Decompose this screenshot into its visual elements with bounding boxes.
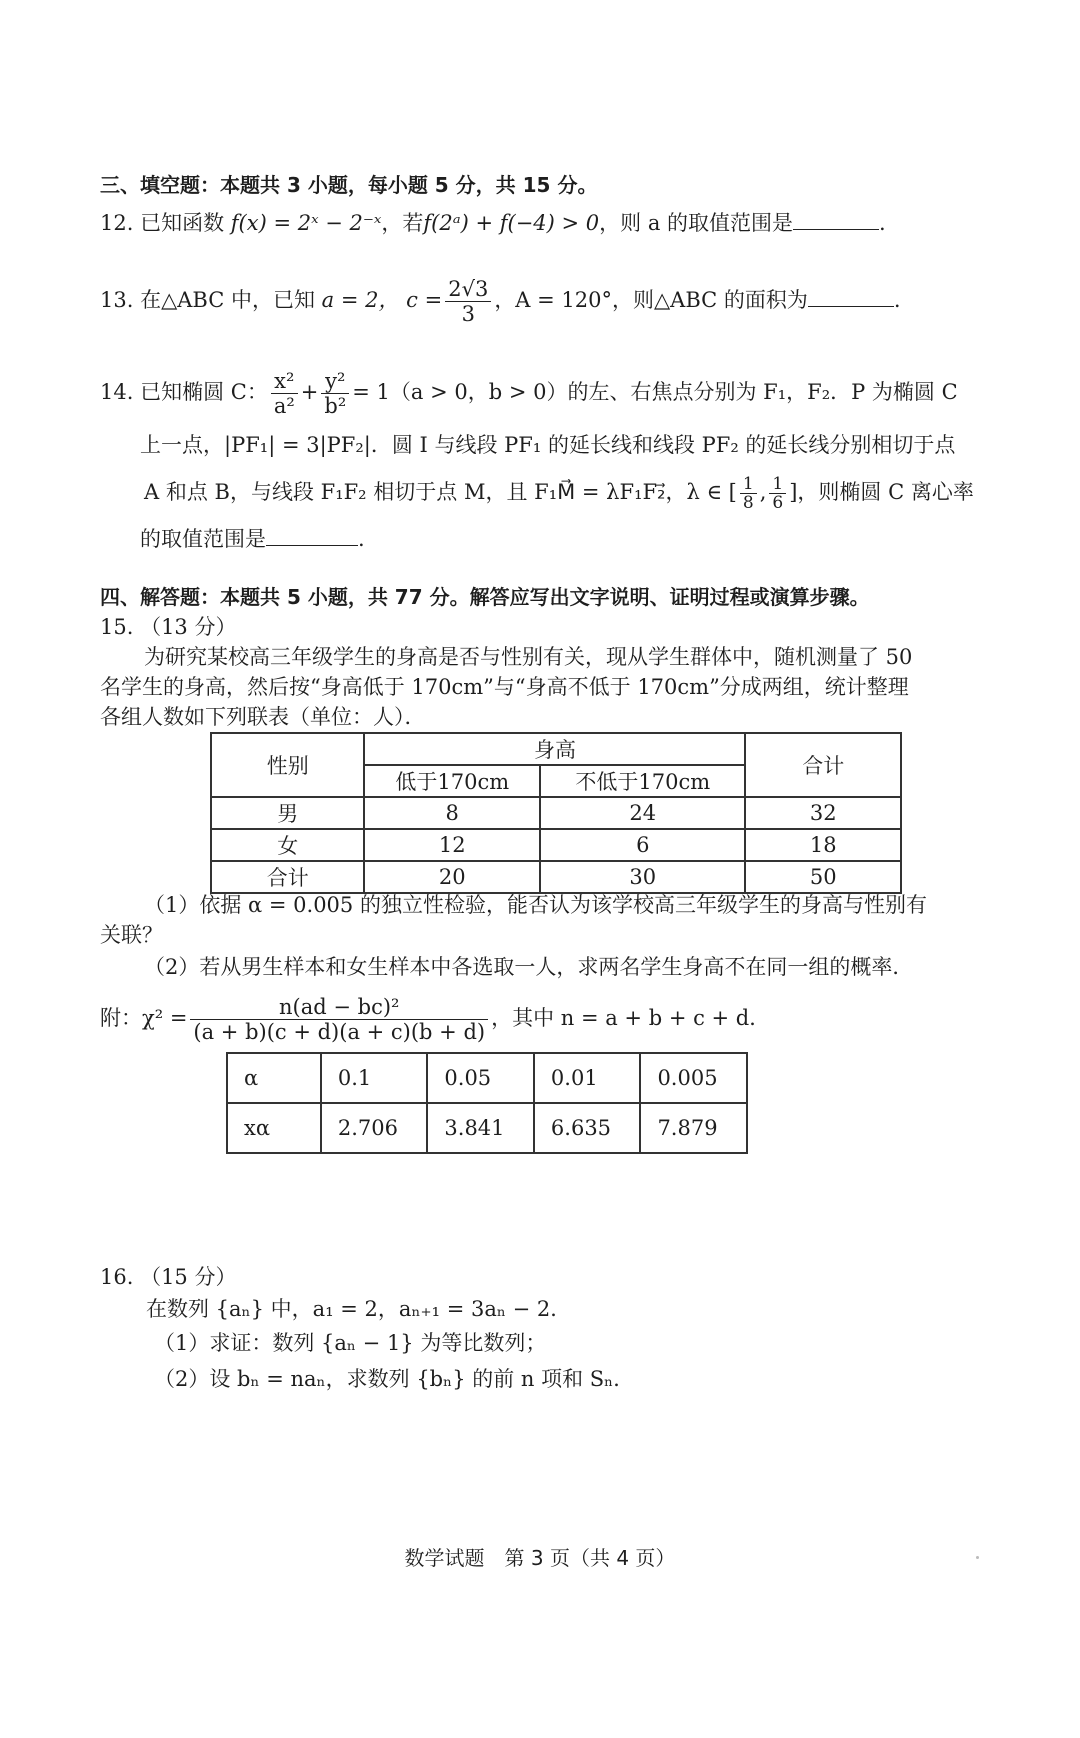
q13-prefix: 13. 在△ABC 中，已知 bbox=[100, 288, 315, 312]
table-header-not-below-170: 不低于170cm bbox=[540, 765, 745, 797]
q13-answer-blank[interactable] bbox=[808, 288, 894, 307]
question-15-paragraph-2: 名学生的身高，然后按“身高低于 170cm”与“身高不低于 170cm”分成两组，统计整理 bbox=[100, 675, 909, 699]
question-16-part-1: （1）求证：数列 {aₙ − 1} 为等比数列； bbox=[154, 1331, 547, 1355]
q14-y-fraction bbox=[321, 369, 349, 418]
q12-cond-pre: ，若 bbox=[381, 211, 424, 235]
table-row bbox=[227, 1103, 747, 1153]
table-cell: 0.1 bbox=[321, 1053, 428, 1103]
table-row bbox=[211, 797, 901, 829]
question-15-paragraph-1: 为研究某校高三年级学生的身高是否与性别有关，现从学生群体中，随机测量了 50 bbox=[144, 645, 913, 669]
q12-cond: f(2ᵃ) + f(−4) > 0 bbox=[423, 211, 600, 235]
section-4-heading: 四、解答题：本题共 5 小题，共 77 分。解答应写出文字说明、证明过程或演算步骤。 bbox=[100, 585, 870, 609]
table-cell: 12 bbox=[364, 829, 540, 861]
question-15-part-1-b: 关联？ bbox=[100, 923, 163, 947]
table-cell: 女 bbox=[211, 829, 364, 861]
q12-end: . bbox=[879, 211, 886, 235]
q14-lambda-low-num: 1 bbox=[740, 475, 757, 494]
question-14-line-2: 上一点，|PF₁| = 3|PF₂|．圆 I 与线段 PF₁ 的延长线和线段 PF₂ 的延长线分别相切于点 bbox=[140, 433, 956, 457]
q14-x-denominator: a² bbox=[273, 394, 295, 418]
table-cell: 3.841 bbox=[427, 1103, 534, 1153]
question-15-paragraph-3: 各组人数如下列联表（单位：人）． bbox=[100, 705, 426, 729]
question-16-part-2: （2）设 bₙ = naₙ，求数列 {bₙ} 的前 n 项和 Sₙ． bbox=[154, 1367, 635, 1391]
table-cell: 32 bbox=[745, 797, 901, 829]
question-13 bbox=[100, 276, 901, 326]
table-row bbox=[227, 1053, 747, 1103]
contingency-table bbox=[210, 732, 902, 894]
table-cell: 0.05 bbox=[427, 1053, 534, 1103]
chi-square-formula bbox=[190, 995, 488, 1044]
table-cell: 6 bbox=[540, 829, 745, 861]
table-cell: 24 bbox=[540, 797, 745, 829]
q14-x-numerator: x² bbox=[271, 369, 298, 394]
q14-line-1-rest: = 1（a > 0，b > 0）的左、右焦点分别为 F₁，F₂．P 为椭圆 C bbox=[352, 380, 958, 404]
section-3-heading: 三、填空题：本题共 3 小题，每小题 5 分，共 15 分。 bbox=[100, 173, 598, 197]
table-header-gender: 性别 bbox=[211, 733, 364, 797]
q14-line-3-pre: A 和点 B，与线段 F₁F₂ 相切于点 M，且 F₁M⃗ = λF₁F₂⃗，λ ∈ [ bbox=[144, 480, 737, 504]
q14-answer-blank[interactable] bbox=[266, 527, 358, 546]
question-15-part-2: （2）若从男生样本和女生样本中各选取一人，求两名学生身高不在同一组的概率． bbox=[144, 955, 914, 979]
q13-c-lhs: c = bbox=[406, 288, 443, 312]
q14-lambda-high-den: 6 bbox=[772, 493, 784, 513]
q13-c-denominator: 3 bbox=[461, 302, 475, 326]
q14-plus: + bbox=[300, 380, 319, 404]
table-cell: 8 bbox=[364, 797, 540, 829]
q14-end: . bbox=[358, 527, 365, 551]
table-row bbox=[211, 829, 901, 861]
critical-value-table bbox=[226, 1052, 748, 1154]
q14-lambda-low bbox=[740, 475, 757, 512]
q14-lambda-high-num: 1 bbox=[769, 475, 786, 494]
question-14-line-3 bbox=[144, 468, 974, 516]
table-cell: 6.635 bbox=[534, 1103, 641, 1153]
q14-comma: , bbox=[759, 480, 767, 504]
q12-answer-blank[interactable] bbox=[793, 211, 879, 230]
q14-y-denominator: b² bbox=[324, 394, 347, 418]
q14-line-3-post: ]，则椭圆 C 离心率 bbox=[789, 480, 974, 504]
question-12 bbox=[100, 208, 886, 238]
table-cell: 合计 bbox=[211, 861, 364, 893]
table-cell: xα bbox=[227, 1103, 321, 1153]
question-15-title: 15. （13 分） bbox=[100, 615, 237, 639]
table-cell: 2.706 bbox=[321, 1103, 428, 1153]
table-row bbox=[211, 861, 901, 893]
table-cell: 50 bbox=[745, 861, 901, 893]
scan-speck bbox=[976, 1556, 979, 1559]
chi-square-denominator: (a + b)(c + d)(a + c)(b + d) bbox=[193, 1020, 486, 1044]
q13-end: . bbox=[893, 288, 901, 312]
q14-x-fraction bbox=[271, 369, 298, 418]
page-footer: 数学试题 第 3 页（共 4 页） bbox=[404, 1546, 676, 1570]
table-cell: 0.005 bbox=[640, 1053, 747, 1103]
appendix-rest: ，其中 n = a + b + c + d． bbox=[491, 1006, 771, 1030]
q13-angle-text: ，A = 120°，则△ABC 的面积为 bbox=[494, 288, 808, 312]
q14-prefix: 14. 已知椭圆 C： bbox=[100, 380, 268, 404]
table-header-below-170: 低于170cm bbox=[364, 765, 540, 797]
question-16-title: 16. （15 分） bbox=[100, 1265, 237, 1289]
question-16-line-1: 在数列 {aₙ} 中，a₁ = 2，aₙ₊₁ = 3aₙ − 2． bbox=[146, 1297, 572, 1321]
question-14-line-4 bbox=[140, 524, 365, 554]
table-cell: 7.879 bbox=[640, 1103, 747, 1153]
q12-func: f(x) = 2ˣ − 2⁻ˣ bbox=[230, 211, 382, 235]
q12-suffix: ，则 a 的取值范围是 bbox=[599, 211, 794, 235]
table-header-total: 合计 bbox=[745, 733, 901, 797]
table-cell: 0.01 bbox=[534, 1053, 641, 1103]
table-cell: α bbox=[227, 1053, 321, 1103]
question-15-part-1-a: （1）依据 α = 0.005 的独立性检验，能否认为该学校高三年级学生的身高与性别有 bbox=[144, 893, 927, 917]
chi-square-numerator: n(ad − bc)² bbox=[190, 995, 488, 1020]
table-cell: 男 bbox=[211, 797, 364, 829]
question-14-line-1 bbox=[100, 368, 958, 418]
table-header-height: 身高 bbox=[364, 733, 745, 765]
appendix-label: 附：χ² = bbox=[100, 1006, 188, 1030]
q14-y-numerator: y² bbox=[321, 369, 349, 394]
q12-prefix: 12. 已知函数 bbox=[100, 211, 225, 235]
table-cell: 30 bbox=[540, 861, 745, 893]
q13-c-fraction bbox=[445, 277, 491, 326]
table-cell: 20 bbox=[364, 861, 540, 893]
question-15-appendix bbox=[100, 990, 770, 1046]
q13-c-numerator: 2√3 bbox=[445, 277, 491, 302]
table-cell: 18 bbox=[745, 829, 901, 861]
q14-line-4-text: 的取值范围是 bbox=[140, 527, 266, 551]
q14-lambda-low-den: 8 bbox=[742, 493, 754, 513]
q13-a-value: a = 2， bbox=[321, 288, 400, 312]
q14-lambda-high bbox=[769, 475, 786, 512]
